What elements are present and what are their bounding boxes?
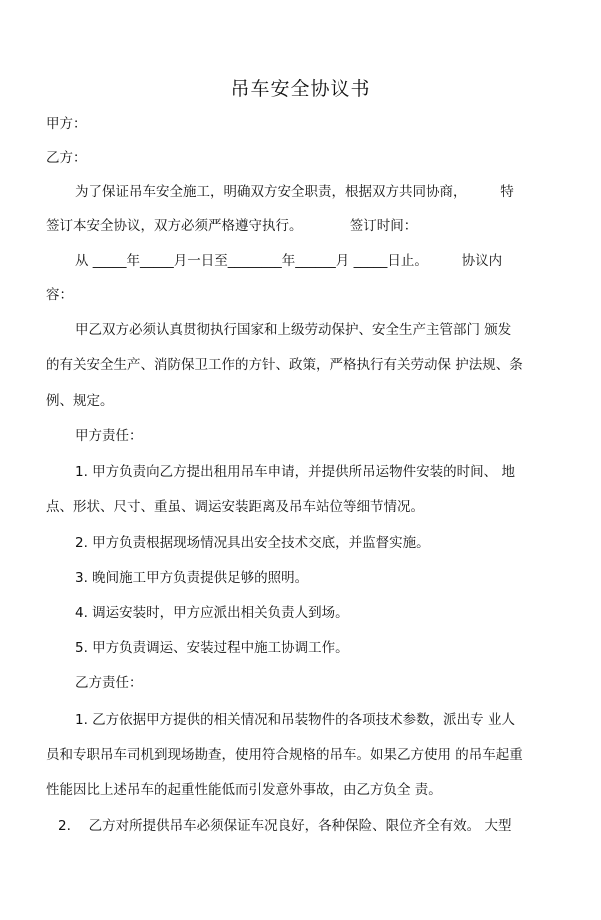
general-line: 的有关安全生产、消防保卫工作的方针、政策，严格执行有关劳动保 护法规、条 (46, 357, 523, 373)
party-a-item: 点、形状、尺寸、重虽、调运安装距离及吊车站位等细节情况。 (46, 499, 424, 515)
party-b-item: 1. 乙方依据甲方提供的相关情况和吊装物件的各项技术参数，派出专 业人 (75, 712, 515, 728)
party-a-item: 3. 晚间施工甲方负责提供足够的照明。 (75, 570, 309, 586)
party-b-item: 员和专职吊车司机到现场勘查，使用符合规格的吊车。如果乙方使用 的吊车起重 (46, 747, 523, 763)
party-a-heading: 甲方责任： (75, 428, 143, 444)
general-line: 甲乙双方必须认真贯彻执行国家和上级劳动保护、安全生产主管部门 颁发 (75, 322, 512, 338)
party-a-item: 4. 调运安装时，甲方应派出相关负责人到场。 (75, 605, 349, 621)
party-b-item: 性能因比上述吊车的起重性能低而引发意外事故，由乙方负全 责。 (46, 782, 442, 798)
intro-line: 容： (46, 287, 73, 303)
intro-line: 签订本安全协议，双方必须严格遵守执行。 签订时间： (46, 218, 418, 234)
intro-line: 为了保证吊车安全施工，明确双方安全职责，根据双方共同协商， 特 (75, 184, 514, 200)
general-line: 例、规定。 (46, 393, 114, 409)
party-b-heading: 乙方责任： (75, 675, 143, 691)
intro-line: 从 _____年_____月一日至________年______月 _____日止。 协议内 (75, 253, 503, 269)
party-b-item: 2. 乙方对所提供吊车必须保证车况良好，各种保险、限位齐全有效。 大型 (58, 818, 512, 834)
party-a-label: 甲方： (46, 116, 87, 132)
party-a-item: 1. 甲方负责向乙方提出租用吊车申请，并提供所吊运物件安装的时间、 地 (75, 464, 515, 480)
party-b-label: 乙方： (46, 150, 87, 166)
party-a-item: 5. 甲方负责调运、安装过程中施工协调工作。 (75, 640, 349, 656)
party-a-item: 2. 甲方负责根据现场情况具出安全技术交底，并监督实施。 (75, 535, 430, 551)
document-title: 吊车安全协议书 (230, 78, 371, 100)
